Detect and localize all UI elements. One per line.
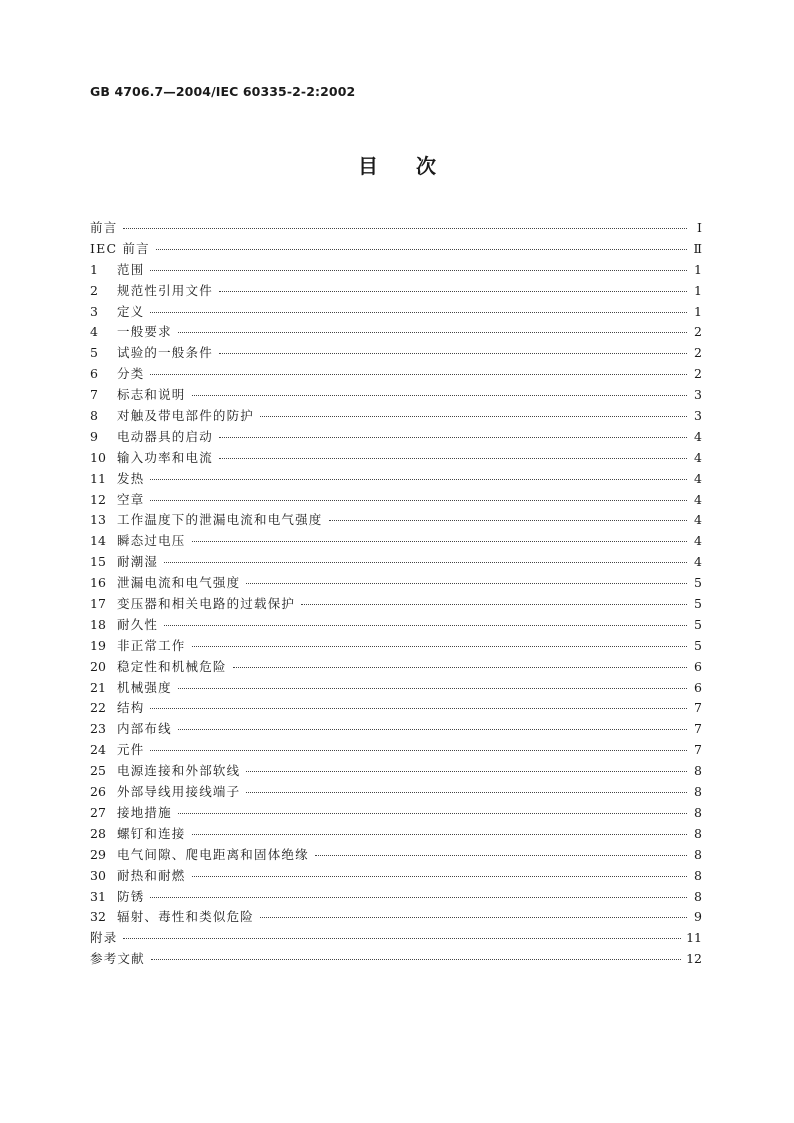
toc-entry-label: 电气间隙、爬电距离和固体绝缘 [117,846,309,862]
toc-entry-label: 前言 [90,220,118,235]
toc-entry-page-number: 8 [694,867,702,883]
toc-entry-number: 1 [90,261,98,277]
toc-entry[interactable] [90,719,702,740]
toc-entry-page-number: 1 [694,303,702,319]
toc-entry-number: 32 [90,909,106,925]
toc-dot-leader [233,666,687,668]
toc-entry-page-number: 8 [694,784,702,800]
toc-entry[interactable] [90,845,702,866]
toc-entry-page-number: 8 [694,825,702,841]
toc-entry[interactable] [90,406,702,427]
toc-entry-number: 12 [90,491,106,507]
toc-entry-label: IEC 前言 [90,240,150,256]
toc-entry[interactable] [90,322,702,343]
toc-entry-number: 11 [90,470,106,486]
toc-entry-label: 对触及带电部件的防护 [117,408,255,424]
toc-entry[interactable] [90,866,702,887]
toc-entry-label: 范围 [117,261,145,277]
toc-entry[interactable] [90,448,702,469]
toc-entry-number: 8 [90,408,98,424]
toc-entry-number: 27 [90,804,106,820]
toc-entry[interactable] [90,782,702,803]
toc-dot-leader [123,937,681,939]
toc-dot-leader [192,540,687,542]
toc-entry-label: 电源连接和外部软线 [117,763,241,779]
toc-entry-number: 22 [90,700,106,716]
toc-entry-number: 6 [90,366,98,382]
toc-entry-page-number: 6 [694,679,702,695]
toc-dot-leader [246,582,687,584]
toc-dot-leader [192,875,687,877]
toc-entry-number: 23 [90,721,106,737]
toc-dot-leader [219,436,687,438]
toc-entry-label: 试验的一般条件 [117,345,213,361]
toc-entry[interactable] [90,594,702,615]
toc-entry-page-number: 2 [694,324,702,340]
toc-entry-page-number: 5 [694,575,702,591]
toc-entry-number: 25 [90,763,106,779]
toc-entry-page-number: 11 [686,930,702,946]
toc-dot-leader [219,352,687,354]
toc-entry-page-number: 4 [694,428,702,444]
toc-dot-leader [260,415,687,417]
toc-entry-label: 外部导线用接线端子 [117,784,241,800]
toc-dot-leader [164,624,687,626]
standard-code-header: GB 4706.7—2004/IEC 60335-2-2:2002 [90,84,356,99]
toc-entry-page-number: Ⅱ [693,240,702,256]
toc-entry-label: 内部布线 [117,721,172,737]
toc-entry[interactable] [90,427,702,448]
toc-entry-label: 工作温度下的泄漏电流和电气强度 [117,512,323,528]
toc-entry-number: 30 [90,867,106,883]
toc-entry-page-number: 7 [694,700,702,716]
toc-entry-label: 规范性引用文件 [117,282,213,298]
toc-entry-page-number: 5 [694,637,702,653]
toc-dot-leader [150,749,687,751]
toc-entry-number: 13 [90,512,106,528]
toc-entry-number: 29 [90,846,106,862]
toc-entry[interactable] [90,740,702,761]
toc-entry[interactable] [90,364,702,385]
toc-dot-leader [178,331,687,333]
toc-dot-leader [178,812,687,814]
toc-entry-label: 元件 [117,742,145,758]
toc-entry[interactable] [90,469,702,490]
toc-entry-number: 21 [90,679,106,695]
toc-entry[interactable] [90,698,702,719]
toc-entry-page-number: 8 [694,888,702,904]
toc-entry-page-number: 7 [694,742,702,758]
toc-entry[interactable] [90,281,702,302]
toc-dot-leader [178,728,687,730]
toc-entry-number: 17 [90,596,106,612]
toc-entry-page-number: 4 [694,533,702,549]
toc-entry-page-number: 2 [694,366,702,382]
toc-entry-label: 瞬态过电压 [117,533,186,549]
toc-entry-label: 结构 [117,700,145,716]
toc-entry-label: 螺钉和连接 [117,825,186,841]
toc-dot-leader [123,227,687,229]
toc-entry[interactable] [90,552,702,573]
toc-entry[interactable] [90,907,702,928]
toc-entry-page-number: 8 [694,763,702,779]
toc-entry-page-number: 7 [694,721,702,737]
toc-entry-page-number: 4 [694,470,702,486]
toc-entry-number: 2 [90,282,98,298]
toc-entry[interactable] [90,385,702,406]
toc-dot-leader [329,519,687,521]
toc-entry-page-number: 5 [694,596,702,612]
toc-entry-page-number: 9 [694,909,702,925]
toc-entry-label: 电动器具的启动 [117,428,213,444]
toc-entry-number: 4 [90,324,98,340]
toc-entry-label: 发热 [117,470,145,486]
toc-dot-leader [156,248,687,250]
toc-dot-leader [246,770,687,772]
toc-entry-page-number: 12 [686,951,702,967]
toc-dot-leader [301,603,687,605]
toc-entry[interactable] [90,887,702,908]
toc-entry-label: 一般要求 [117,324,172,340]
toc-dot-leader [219,290,687,292]
table-of-contents [90,218,702,970]
toc-entry-label: 泄漏电流和电气强度 [117,575,241,591]
toc-entry-number: 10 [90,449,106,465]
toc-entry-label: 接地措施 [117,804,172,820]
toc-dot-leader [150,896,687,898]
toc-dot-leader [150,478,687,480]
toc-dot-leader [192,645,687,647]
toc-entry-page-number: 3 [694,387,702,403]
toc-entry[interactable] [90,636,702,657]
toc-entry-label: 标志和说明 [117,387,186,403]
toc-entry-page-number: 4 [694,449,702,465]
toc-entry[interactable] [90,615,702,636]
toc-entry[interactable] [90,490,702,511]
toc-entry[interactable] [90,343,702,364]
toc-entry[interactable] [90,824,702,845]
toc-dot-leader [315,854,687,856]
toc-entry[interactable] [90,531,702,552]
toc-dot-leader [246,791,687,793]
toc-entry[interactable] [90,657,702,678]
toc-dot-leader [192,833,687,835]
toc-entry-label: 附录 [90,930,118,946]
toc-entry-label: 分类 [117,366,145,382]
toc-entry-page-number: 2 [694,345,702,361]
toc-entry[interactable] [90,949,702,970]
toc-entry-page-number: Ⅰ [697,220,702,235]
toc-dot-leader [150,499,687,501]
toc-entry-label: 耐久性 [117,616,159,632]
toc-entry[interactable] [90,510,702,531]
toc-entry-label: 非正常工作 [117,637,186,653]
toc-dot-leader [192,394,687,396]
toc-entry[interactable] [90,928,702,949]
toc-entry-label: 耐热和耐燃 [117,867,186,883]
toc-entry-number: 19 [90,637,106,653]
toc-entry-page-number: 1 [694,261,702,277]
toc-entry-label: 参考文献 [90,951,145,967]
toc-dot-leader [219,457,687,459]
toc-entry-number: 20 [90,658,106,674]
toc-entry[interactable] [90,761,702,782]
toc-entry[interactable] [90,218,702,239]
toc-entry-number: 26 [90,784,106,800]
toc-entry[interactable] [90,239,702,260]
toc-entry-label: 稳定性和机械危险 [117,658,227,674]
toc-entry-page-number: 4 [694,491,702,507]
toc-entry[interactable] [90,678,702,699]
toc-dot-leader [164,561,687,563]
toc-dot-leader [150,373,687,375]
toc-entry-number: 16 [90,575,106,591]
toc-entry[interactable] [90,803,702,824]
toc-entry-label: 机械强度 [117,679,172,695]
toc-entry-page-number: 1 [694,282,702,298]
toc-entry-number: 24 [90,742,106,758]
toc-entry-number: 31 [90,888,106,904]
toc-entry-page-number: 4 [694,512,702,528]
toc-entry-label: 定义 [117,303,145,319]
toc-entry-page-number: 4 [694,554,702,570]
toc-dot-leader [150,269,687,271]
toc-entry-page-number: 8 [694,846,702,862]
toc-entry-number: 14 [90,533,106,549]
toc-entry-label: 变压器和相关电路的过载保护 [117,596,296,612]
toc-entry-number: 5 [90,345,98,361]
toc-entry-number: 28 [90,825,106,841]
toc-entry-label: 输入功率和电流 [117,449,213,465]
toc-entry-label: 空章 [117,491,145,507]
page-title: 目次 [358,154,474,178]
toc-entry[interactable] [90,573,702,594]
toc-dot-leader [150,707,687,709]
toc-entry-number: 15 [90,554,106,570]
toc-entry-page-number: 6 [694,658,702,674]
toc-entry-number: 9 [90,428,98,444]
toc-entry-page-number: 5 [694,616,702,632]
toc-entry-label: 辐射、毒性和类似危险 [117,909,255,925]
toc-entry-label: 耐潮湿 [117,554,159,570]
toc-entry-number: 7 [90,387,98,403]
toc-dot-leader [178,687,687,689]
toc-dot-leader [260,916,687,918]
toc-dot-leader [151,958,681,960]
toc-entry-number: 18 [90,616,106,632]
toc-entry[interactable] [90,302,702,323]
toc-dot-leader [150,311,687,313]
toc-entry-page-number: 3 [694,408,702,424]
toc-entry-page-number: 8 [694,804,702,820]
toc-entry-number: 3 [90,303,98,319]
toc-entry-label: 防锈 [117,888,145,904]
toc-entry[interactable] [90,260,702,281]
